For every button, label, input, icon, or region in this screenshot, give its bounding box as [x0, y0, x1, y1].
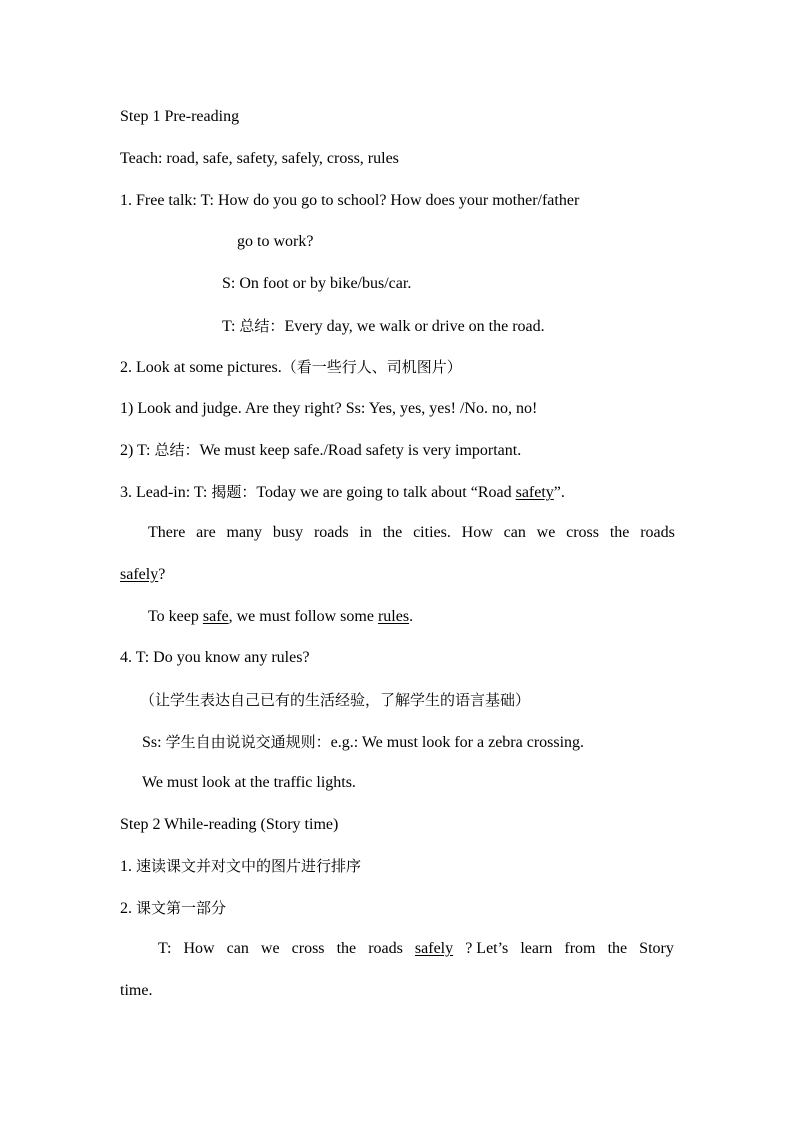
word: There [148, 524, 186, 541]
rules-underlined-word: rules [377, 608, 410, 625]
busy-roads-continuation [120, 565, 165, 585]
item1-number: 1. [120, 858, 136, 875]
word: the [609, 524, 630, 541]
question-mark: ? [158, 566, 166, 583]
word: from [564, 940, 596, 957]
leadin-underlined-word: safety [515, 484, 554, 501]
word: the [607, 940, 628, 957]
word: T: [158, 940, 172, 957]
ss-zh: 学生自由说说交通规则： [165, 733, 331, 751]
safe-underlined-word: safe [202, 608, 229, 625]
teacher-summary-line [222, 316, 545, 337]
safely-underlined-word: safely [120, 566, 159, 583]
story-time-continuation: time. [120, 982, 153, 999]
ss-prefix: Ss: [142, 734, 166, 751]
ss-text: e.g.: We must look for a zebra crossing. [330, 734, 585, 751]
story-time-line [158, 939, 674, 959]
leadin-text: Today we are going to talk about “Road [256, 484, 516, 501]
keep-text-a: To keep [148, 608, 203, 625]
safely-underlined-word: safely [414, 940, 454, 957]
word: we [260, 940, 280, 957]
word: How [183, 940, 215, 957]
keep-text-b: , we must follow some [228, 608, 378, 625]
summary2-zh: 总结： [154, 441, 200, 459]
keep-text-c: . [409, 608, 414, 625]
teach-line: Teach: road, safe, safety, safely, cross, rules [120, 150, 399, 167]
free-talk-line: 1. Free talk: T: How do you go to school? How does your mother/father [120, 192, 580, 209]
leadin-zh: 揭题： [211, 483, 257, 501]
word: cross [291, 940, 325, 957]
judge-line: 1) Look and judge. Are they right? Ss: Yes, yes, yes! /No. no, no! [120, 400, 538, 417]
word: we [536, 524, 556, 541]
teacher-prefix: T: [222, 318, 240, 335]
word: can [226, 940, 249, 957]
summary2-prefix: 2) T: [120, 442, 155, 459]
word: roads [640, 524, 675, 541]
pictures-line [120, 357, 462, 378]
word: the [336, 940, 357, 957]
item2-number: 2. [120, 900, 136, 917]
word: busy [272, 524, 304, 541]
rules-note-zh: （让学生表达自己已有的生活经验，了解学生的语言基础） [140, 691, 531, 709]
student-answer-line: S: On foot or by bike/bus/car. [222, 275, 412, 292]
word: are [196, 524, 216, 541]
traffic-lights-line: We must look at the traffic lights. [142, 774, 356, 791]
word: cross [566, 524, 600, 541]
item2-zh: 课文第一部分 [136, 899, 227, 917]
summary2-text: We must keep safe./Road safety is very important. [199, 442, 522, 459]
leadin-end: ”. [553, 484, 565, 501]
rules-question-line: 4. T: Do you know any rules? [120, 649, 310, 666]
word: many [226, 524, 263, 541]
pictures-zh: （看一些行人、司机图片） [281, 358, 462, 376]
word: learn [520, 940, 553, 957]
free-talk-continuation: go to work? [237, 233, 314, 250]
word: the [382, 524, 403, 541]
leadin-line [120, 482, 565, 503]
word: in [359, 524, 372, 541]
word: How [461, 524, 493, 541]
keep-safe-line [148, 607, 413, 627]
summary-text: Every day, we walk or drive on the road. [284, 318, 545, 335]
pictures-text: 2. Look at some pictures. [120, 359, 282, 376]
busy-roads-line [148, 523, 675, 543]
word: can [503, 524, 526, 541]
word: ? Let’s [465, 940, 509, 957]
word: Story [639, 940, 674, 957]
item1-zh: 速读课文并对文中的图片进行排序 [136, 857, 362, 875]
step2-heading: Step 2 While-reading (Story time) [120, 816, 339, 833]
ss-rules-line [142, 732, 584, 753]
step1-heading: Step 1 Pre-reading [120, 108, 240, 125]
step2-item-1 [120, 856, 361, 877]
word: roads [313, 524, 349, 541]
summary-zh: 总结： [239, 317, 285, 335]
word: cities. [413, 524, 451, 541]
leadin-prefix: 3. Lead-in: T: [120, 484, 212, 501]
step2-item-2 [120, 898, 226, 919]
word: roads [368, 940, 403, 957]
summary2-line [120, 440, 521, 461]
